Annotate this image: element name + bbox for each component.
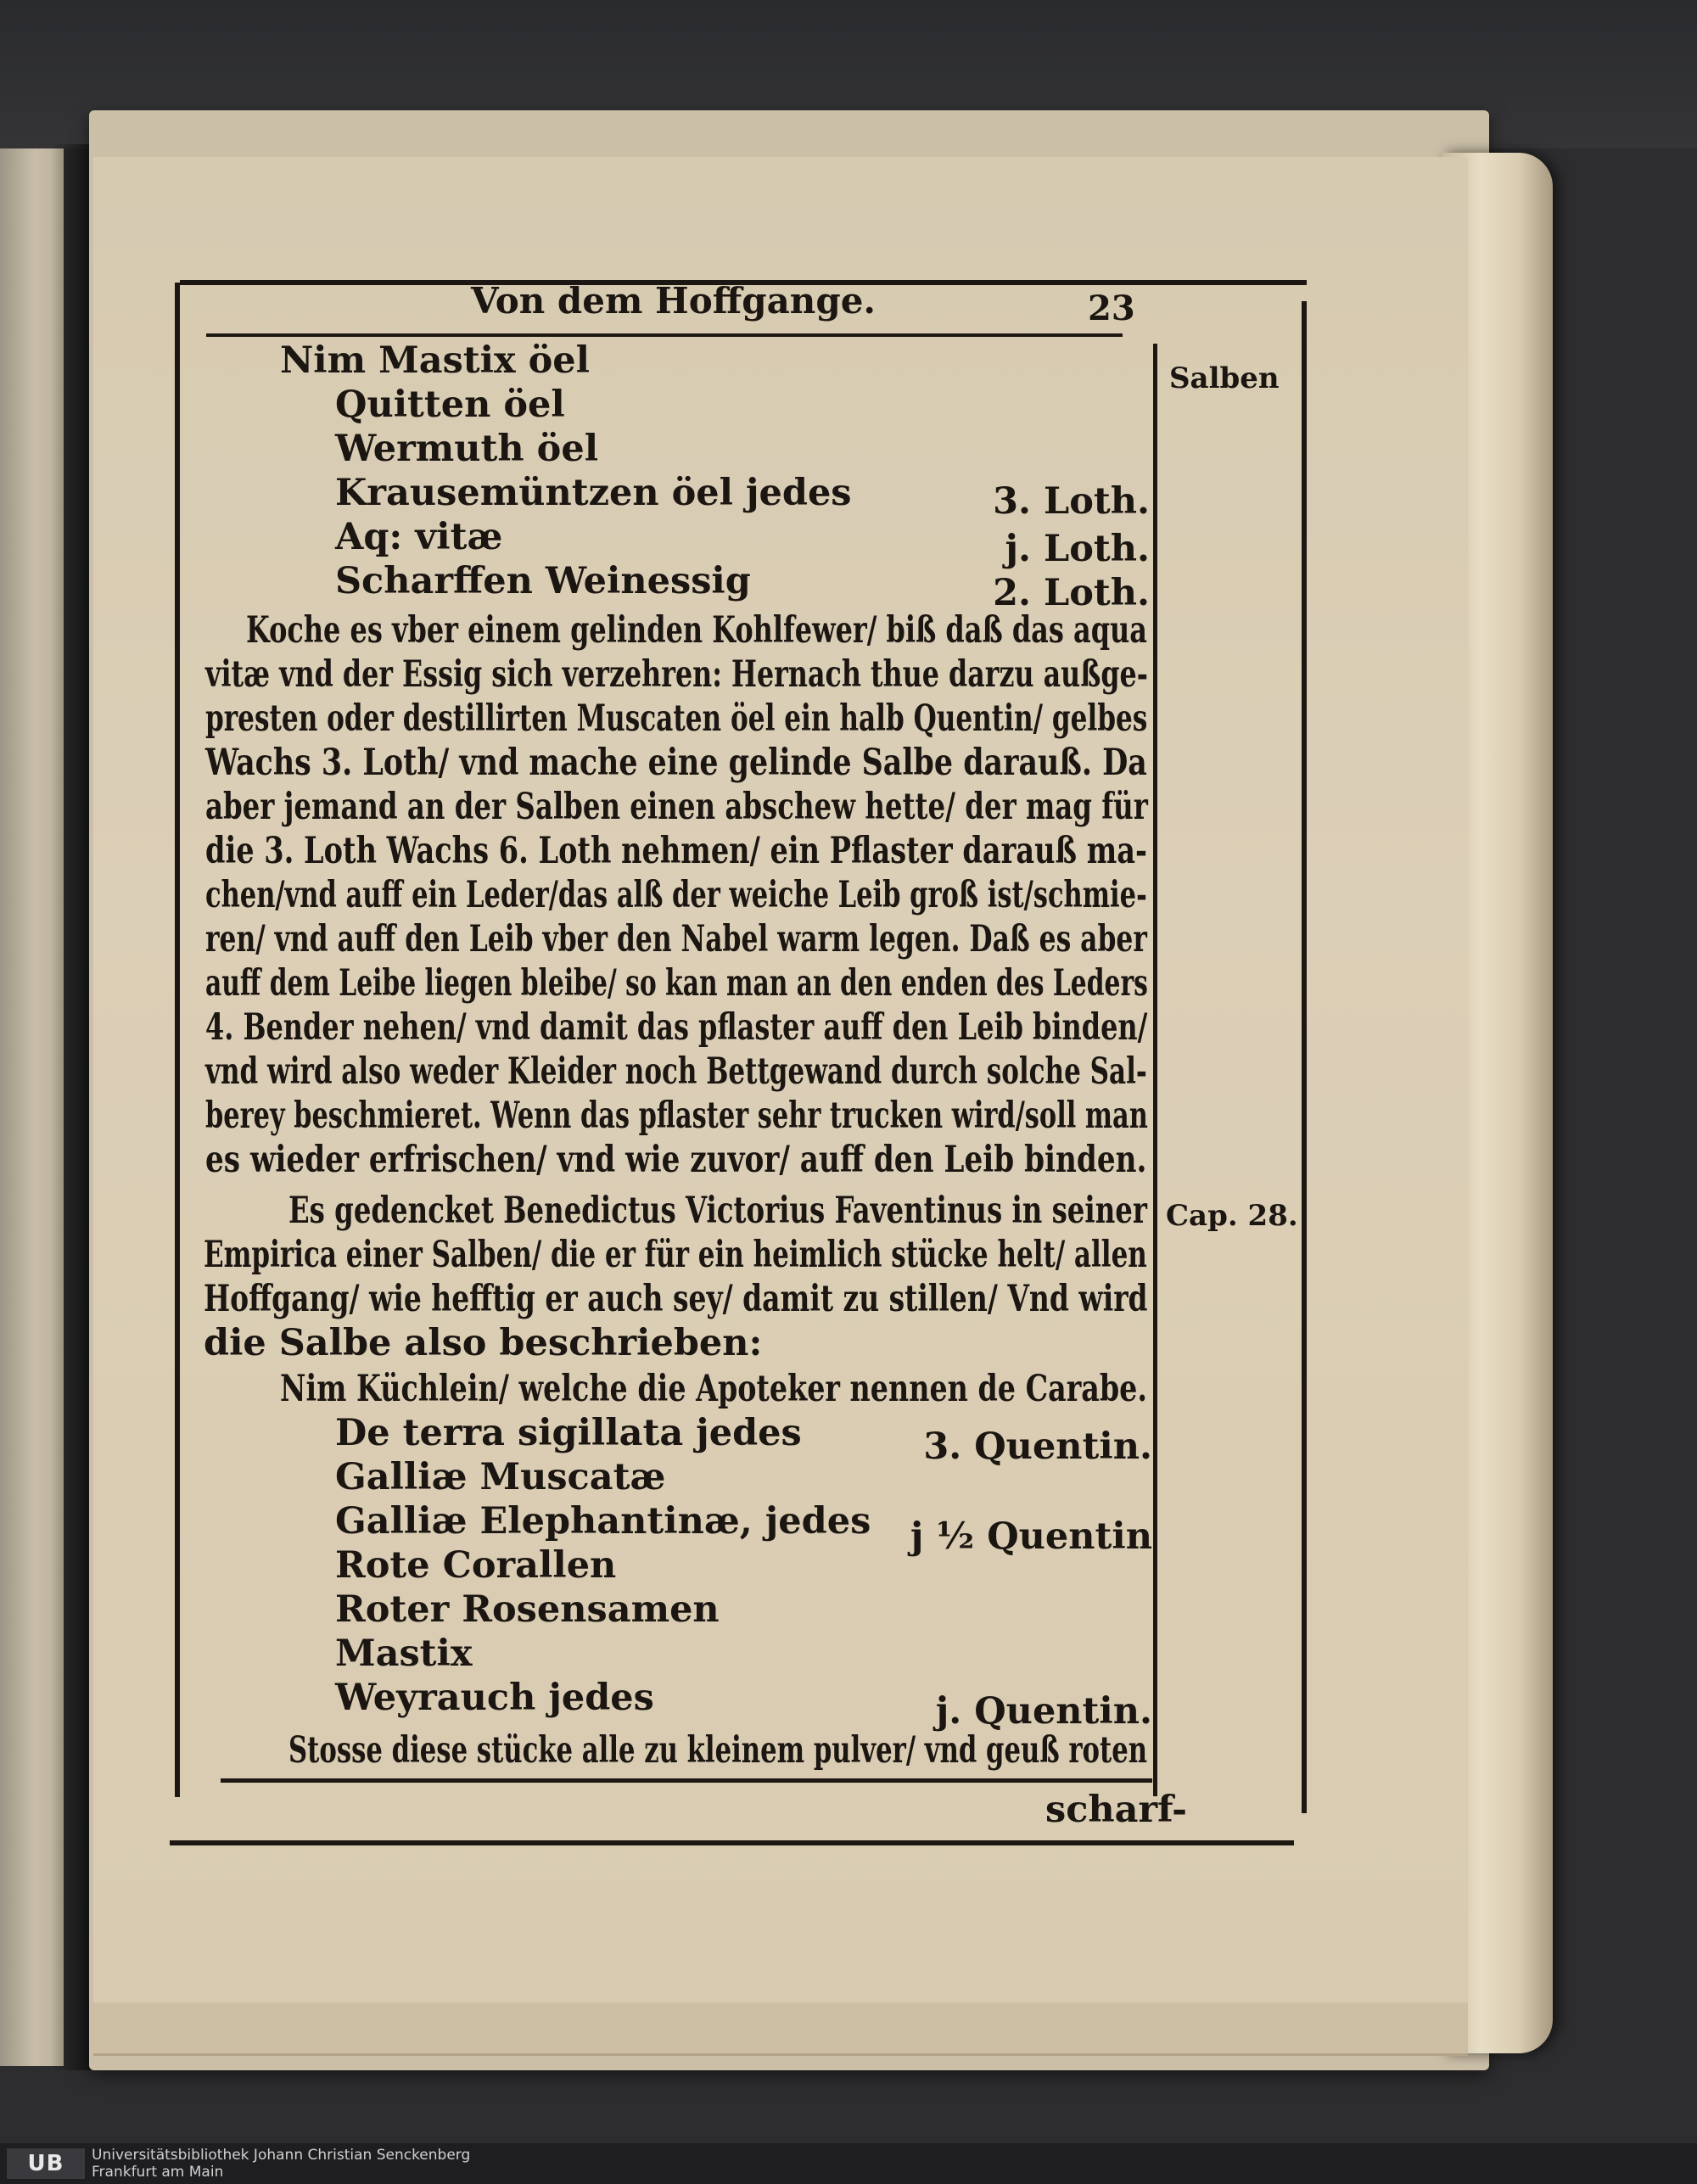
recipe2-item: Rote Corallen (335, 1544, 617, 1587)
paragraph1-line: presten oder destillirten Muscaten öel ein halb Quentin/ gelbes (205, 697, 1148, 740)
library-city: Frankfurt am Main (92, 2164, 224, 2181)
recipe1-item: Aq: vitæ (335, 516, 503, 558)
recipe2-item: Mastix (335, 1632, 473, 1675)
left-page-bleed-text (0, 187, 51, 1968)
recipe1-item: Nim Mastix öel (280, 339, 590, 382)
page-number: 23 (1088, 288, 1135, 328)
recipe2-item: Galliæ Elephantinæ, jedes (335, 1500, 871, 1543)
right-frame-rule (1302, 301, 1307, 1813)
paragraph1-line: vitæ vnd der Essig sich verzehren: Hernach thue darzu außge- (205, 653, 1148, 696)
recipe1-item: Wermuth öel (335, 428, 599, 470)
paragraph2-line: Empirica einer Salben/ die er für ein heimlich stücke helt/ allen (204, 1234, 1147, 1276)
recipe1-item: Scharffen Weinessig (335, 560, 751, 602)
margin-note-chapter: Cap. 28. (1166, 1199, 1298, 1233)
margin-note-salben: Salben (1169, 361, 1280, 395)
page-bottom-edge (93, 2002, 1468, 2056)
paragraph1-line: vnd wird also weder Kleider noch Bettgewand durch solche Sal- (205, 1050, 1147, 1093)
ub-logo: UB (7, 2148, 85, 2179)
last-text-line: Stosse diese stücke alle zu kleinem pulver/ vnd geuß roten (288, 1729, 1148, 1772)
library-footer-bar (0, 2143, 1697, 2184)
paragraph1-line: es wieder erfrischen/ vnd wie zuvor/ auff den Leib binden. (205, 1139, 1147, 1181)
recipe1-quantity: j. Loth. (1005, 528, 1150, 570)
recipe2-quantity: j ½ Quentin (910, 1515, 1152, 1558)
recipe1-quantity: 2. Loth. (993, 572, 1150, 614)
recipe1-item: Krausemüntzen öel jedes (335, 472, 852, 514)
catchword: scharf- (1045, 1789, 1187, 1831)
recipe2-item: Roter Rosensamen (335, 1588, 720, 1631)
recipe2-item: De terra sigillata jedes (335, 1412, 802, 1454)
paragraph2-line: Hoffgang/ wie hefftig er auch sey/ damit zu stillen/ Vnd wird (204, 1278, 1148, 1320)
library-credit (92, 2147, 470, 2181)
recipe2-item: Weyrauch jedes (335, 1677, 654, 1719)
recipe1-item: Quitten öel (335, 384, 565, 426)
recipe1-quantity: 3. Loth. (993, 480, 1150, 523)
paragraph1-line: ren/ vnd auff den Leib vber den Nabel warm legen. Daß es aber (205, 918, 1147, 960)
recipe2-item: Galliæ Muscatæ (335, 1456, 666, 1498)
paragraph1-line: chen/vnd auff ein Leder/das alß der weiche Leib groß ist/schmie- (205, 874, 1147, 916)
running-head: Von dem Hoffgange. (471, 280, 877, 322)
paragraph2-line: Es gedencket Benedictus Victorius Faventinus in seiner (288, 1190, 1147, 1232)
paragraph1-line: Wachs 3. Loth/ vnd mache eine gelinde Salbe darauß. Da (205, 742, 1147, 784)
gutter-shadow (51, 144, 93, 2070)
paragraph1-line: berey beschmieret. Wenn das pflaster sehr trucken wird/soll man (205, 1095, 1148, 1137)
bottom-text-rule (221, 1778, 1152, 1783)
recipe2-quantity: 3. Quentin. (923, 1425, 1152, 1468)
header-rule (206, 333, 1123, 337)
margin-divider-rule (1153, 344, 1157, 1796)
paragraph1-line: aber jemand an der Salben einen abschew hette/ der mag für (205, 786, 1148, 828)
paragraph2-line: die Salbe also beschrieben: (204, 1322, 763, 1364)
paragraph1-line: 4. Bender nehen/ vnd damit das pflaster auff den Leib binden/ (205, 1006, 1148, 1049)
library-name: Universitätsbibliothek Johann Christian Senckenberg (92, 2147, 471, 2164)
paragraph1-line: Koche es vber einem gelinden Kohlfewer/ biß daß das aqua (246, 609, 1147, 652)
recipe2-quantity: j. Quentin. (935, 1690, 1152, 1733)
bottom-frame-rule (170, 1840, 1294, 1845)
recipe2-intro: Nim Küchlein/ welche die Apoteker nennen de Carabe. (280, 1368, 1147, 1410)
left-frame-rule (175, 283, 180, 1797)
paragraph1-line: auff dem Leibe liegen bleibe/ so kan man an den enden des Leders (205, 962, 1148, 1005)
paragraph1-line: die 3. Loth Wachs 6. Loth nehmen/ ein Pflaster darauß ma- (205, 830, 1147, 872)
